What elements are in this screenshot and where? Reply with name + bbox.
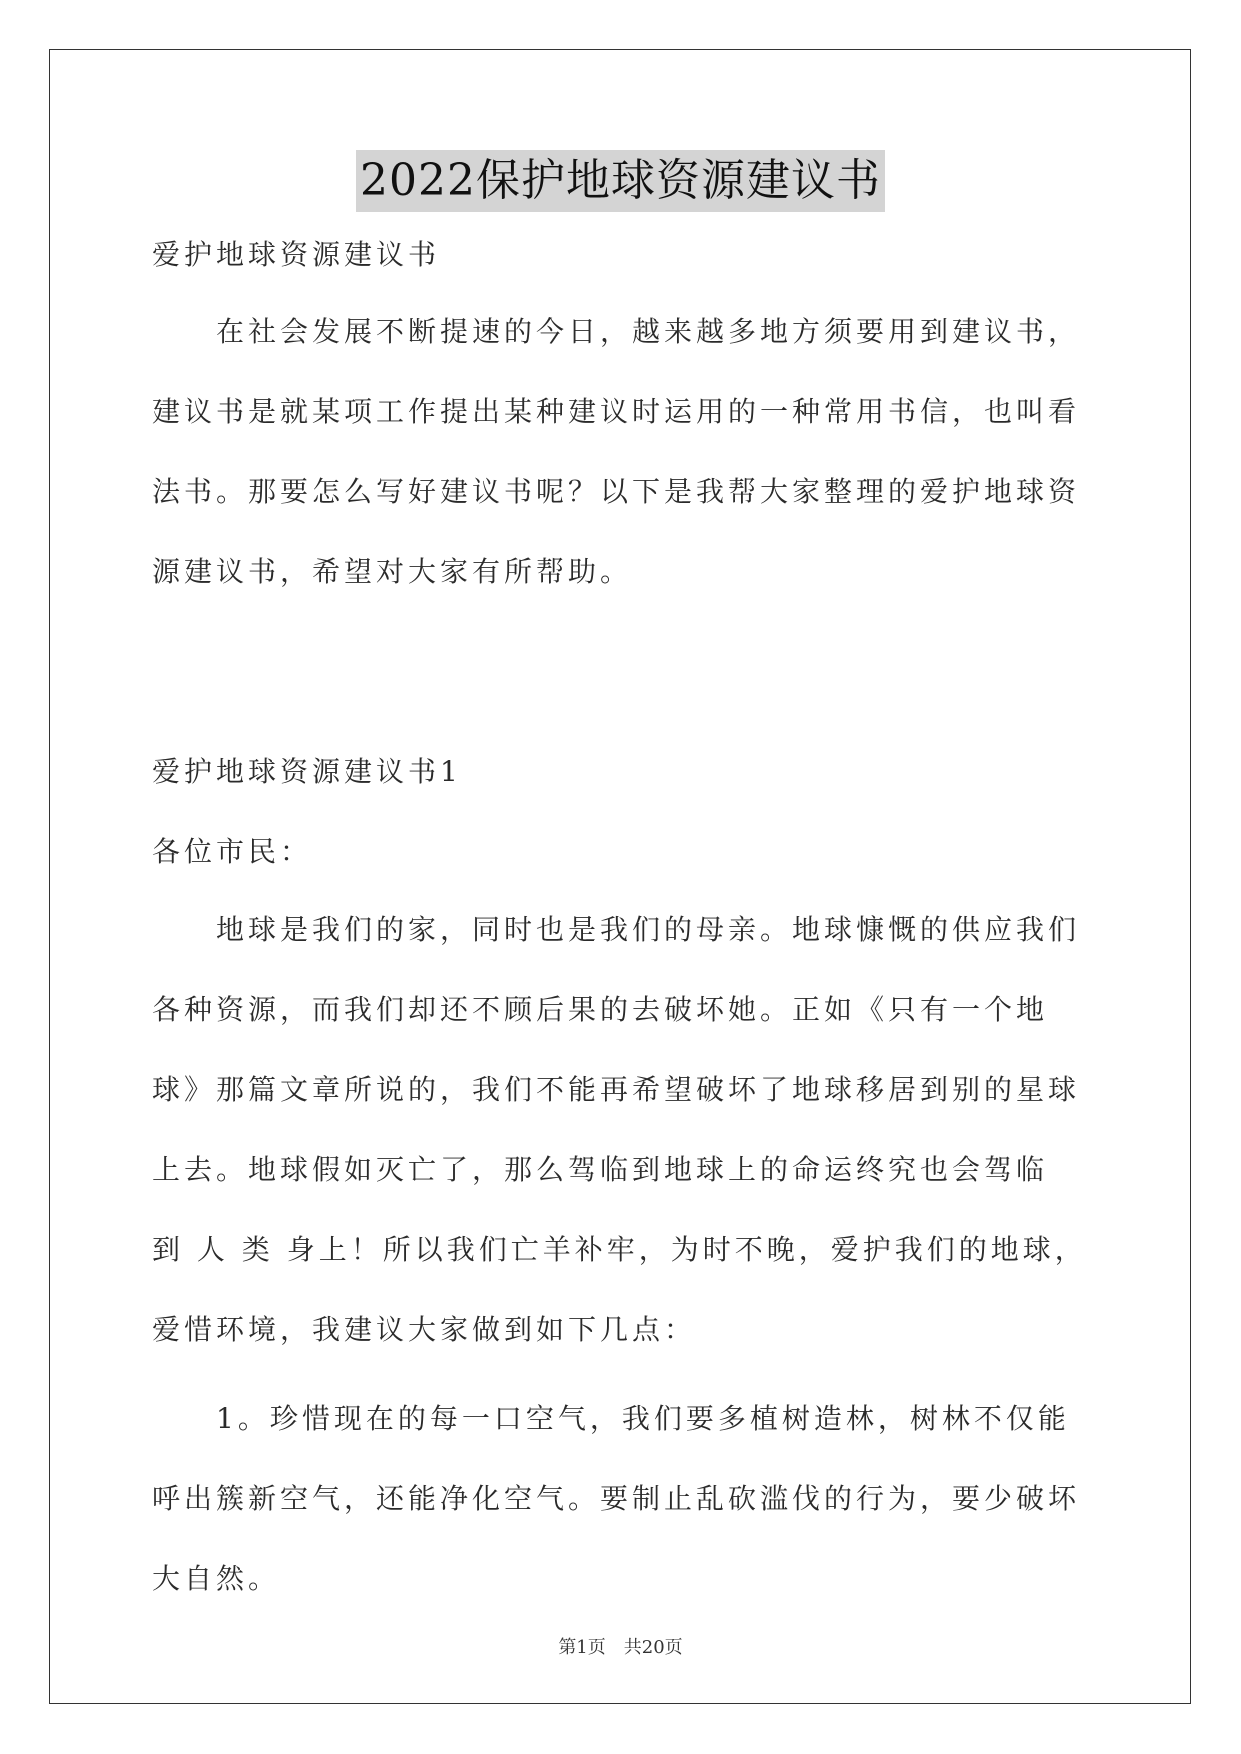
document-title: 2022保护地球资源建议书 (356, 150, 885, 212)
section-heading: 爱护地球资源建议书1 (152, 755, 462, 788)
title-container (0, 150, 1241, 212)
body-paragraph: 地球是我们的家，同时也是我们的母亲。地球慷慨的供应我们各种资源，而我们却还不顾后果的去破坏她。正如《只有一个地球》那篇文章所说的，我们不能再希望破坏了地球移居到别的星球上去。地球假如灭亡了，那么驾临到地球上的命运终究也会驾临 到 人 类 身上！所以我们亡羊补牢，为时不晚，爱护我们的地球，爱惜环境，我建议大家做到如下几点： (152, 913, 1087, 1346)
point-1-paragraph: 1。珍惜现在的每一口空气，我们要多植树造林，树林不仅能呼出簇新空气，还能净化空气。要制止乱砍滥伐的行为，要少破坏大自然。 (152, 1402, 1081, 1595)
document-subtitle: 爱护地球资源建议书 (152, 238, 441, 271)
salutation: 各位市民： (152, 835, 313, 868)
intro-paragraph: 在社会发展不断提速的今日，越来越多地方须要用到建议书，建议书是就某项工作提出某种建议时运用的一种常用书信，也叫看法书。那要怎么写好建议书呢？以下是我帮大家整理的爱护地球资源建议书，希望对大家有所帮助。 (152, 315, 1081, 588)
page-footer: 第1页 共20页 (558, 1637, 683, 1658)
